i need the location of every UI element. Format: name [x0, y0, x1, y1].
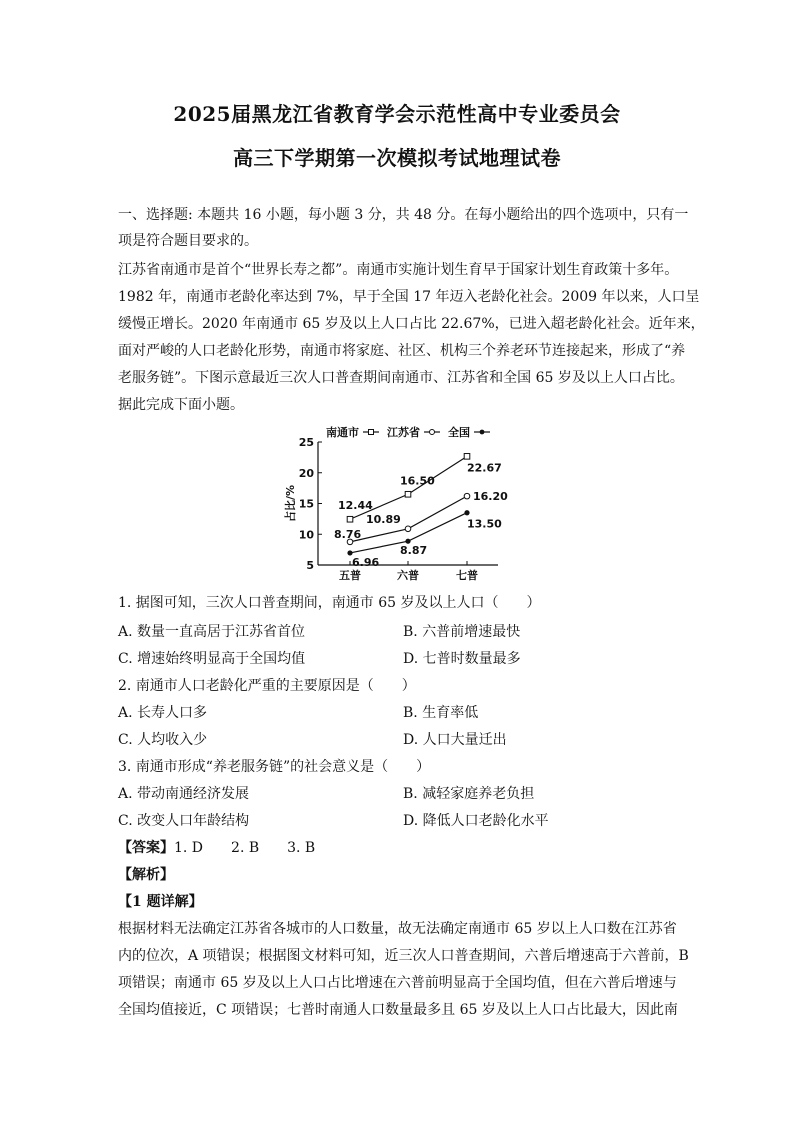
- detail-label: 【1 题详解】: [118, 894, 203, 910]
- data-point: [347, 550, 352, 555]
- data-point: [464, 454, 470, 460]
- detail-line1: 根据材料无法确定江苏省各城市的人口数量，故无法确定南通市 65 岁以上人口数在江苏省: [118, 921, 677, 937]
- x-tick-label: 七普: [456, 569, 478, 582]
- passage-line5: 老服务链”。下图示意最近三次人口普查期间南通市、江苏省和全国 65 岁及以上人口占比。: [118, 370, 684, 386]
- section-intro-line1: 一、选择题: 本题共 16 小题，每小题 3 分，共 48 分。在每小题给出的四个选项中，只有一: [118, 207, 689, 223]
- y-tick-label: 10: [298, 528, 314, 542]
- legend-label: 南通市: [326, 426, 359, 439]
- question-1-option-b[interactable]: B. 六普前增速最快: [403, 624, 521, 640]
- y-tick-label: 20: [298, 466, 314, 480]
- data-label: 8.87: [400, 544, 428, 558]
- x-tick-label: 五普: [339, 569, 361, 582]
- passage-line6: 据此完成下面小题。: [118, 397, 244, 413]
- passage-line1: 江苏省南通市是首个“世界长寿之都”。南通市实施计划生育早于国家计划生育政策十多年。: [118, 262, 679, 278]
- detail-line3: 项错误；南通市 65 岁及以上人口占比增速在六普前明显高于全国均值，但在六普后增速与: [118, 975, 677, 991]
- question-2-option-b[interactable]: B. 生育率低: [403, 705, 479, 721]
- question-2-option-a[interactable]: A. 长寿人口多: [118, 705, 208, 721]
- question-3-stem: 3. 南通市形成“养老服务链”的社会意义是（ ）: [118, 759, 431, 775]
- question-2-option-c[interactable]: C. 人均收入少: [118, 732, 208, 748]
- legend-label: 江苏省: [387, 426, 420, 439]
- detail-line4: 全国均值接近，C 项错误；七普时南通人口数量最多且 65 岁及以上人口占比最大，因此南: [118, 1002, 678, 1018]
- detail-line2: 内的位次，A 项错误；根据图文材料可知，近三次人口普查期间，六普后增速高于六普前，B: [118, 948, 689, 964]
- x-tick-label: 六普: [397, 569, 419, 582]
- data-label: 8.76: [334, 527, 362, 541]
- y-tick-label: 5: [306, 559, 314, 572]
- question-1-option-d[interactable]: D. 七普时数量最多: [403, 651, 521, 667]
- section-intro-line2: 项是符合题目要求的。: [118, 233, 258, 249]
- analysis-label: 【解析】: [118, 867, 174, 883]
- question-2-option-d[interactable]: D. 人口大量迁出: [403, 732, 507, 748]
- data-label: 13.50: [467, 517, 502, 531]
- passage-line2: 1982 年，南通市老龄化率达到 7%，早于全国 17 年迈入老龄化社会。2009 年以来，人口呈: [118, 289, 700, 305]
- data-label: 12.44: [338, 499, 373, 513]
- data-point: [347, 516, 353, 522]
- exam-title-line2: 高三下学期第一次模拟考试地理试卷: [233, 146, 561, 170]
- data-label: 22.67: [467, 461, 502, 475]
- question-3-option-b[interactable]: B. 减轻家庭养老负担: [403, 786, 535, 802]
- answer-line: [118, 837, 315, 857]
- data-point: [464, 510, 469, 515]
- question-1-option-a[interactable]: A. 数量一直高居于江苏省首位: [118, 624, 306, 640]
- legend-label: 全国: [448, 426, 470, 439]
- answer-text: 1. D 2. B 3. B: [174, 840, 316, 856]
- legend-marker: [480, 430, 485, 435]
- data-label: 16.20: [473, 490, 508, 504]
- data-label: 10.89: [366, 512, 401, 526]
- legend-marker: [369, 430, 374, 435]
- y-axis-label: 占比/%: [284, 484, 297, 523]
- answer-label: 【答案】: [118, 840, 174, 856]
- y-tick-label: 15: [298, 497, 314, 511]
- data-point: [464, 493, 470, 499]
- legend-marker: [430, 430, 435, 435]
- y-tick-label: 25: [298, 436, 314, 449]
- aging-ratio-line-chart: [280, 420, 520, 585]
- question-1-option-c[interactable]: C. 增速始终明显高于全国均值: [118, 651, 306, 667]
- question-3-option-a[interactable]: A. 带动南通经济发展: [118, 786, 250, 802]
- data-point: [405, 526, 411, 532]
- data-label: 16.50: [400, 474, 435, 488]
- exam-title-line1: 2025届黑龙江省教育学会示范性高中专业委员会: [173, 102, 621, 126]
- question-3-option-d[interactable]: D. 降低人口老龄化水平: [403, 813, 549, 829]
- data-point: [405, 491, 411, 497]
- question-3-option-c[interactable]: C. 改变人口年龄结构: [118, 813, 250, 829]
- passage-line3: 缓慢正增长。2020 年南通市 65 岁及以上人口占比 22.67%，已进入超老龄化社会。近年来，: [118, 316, 705, 332]
- question-2-stem: 2. 南通市人口老龄化严重的主要原因是（ ）: [118, 678, 416, 694]
- data-point: [405, 539, 410, 544]
- question-1-stem: 1. 据图可知，三次人口普查期间，南通市 65 岁及以上人口（ ）: [118, 595, 541, 611]
- passage-line4: 面对严峻的人口老龄化形势，南通市将家庭、社区、机构三个养老环节连接起来，形成了“养: [118, 343, 686, 359]
- data-label: 6.96: [352, 555, 380, 569]
